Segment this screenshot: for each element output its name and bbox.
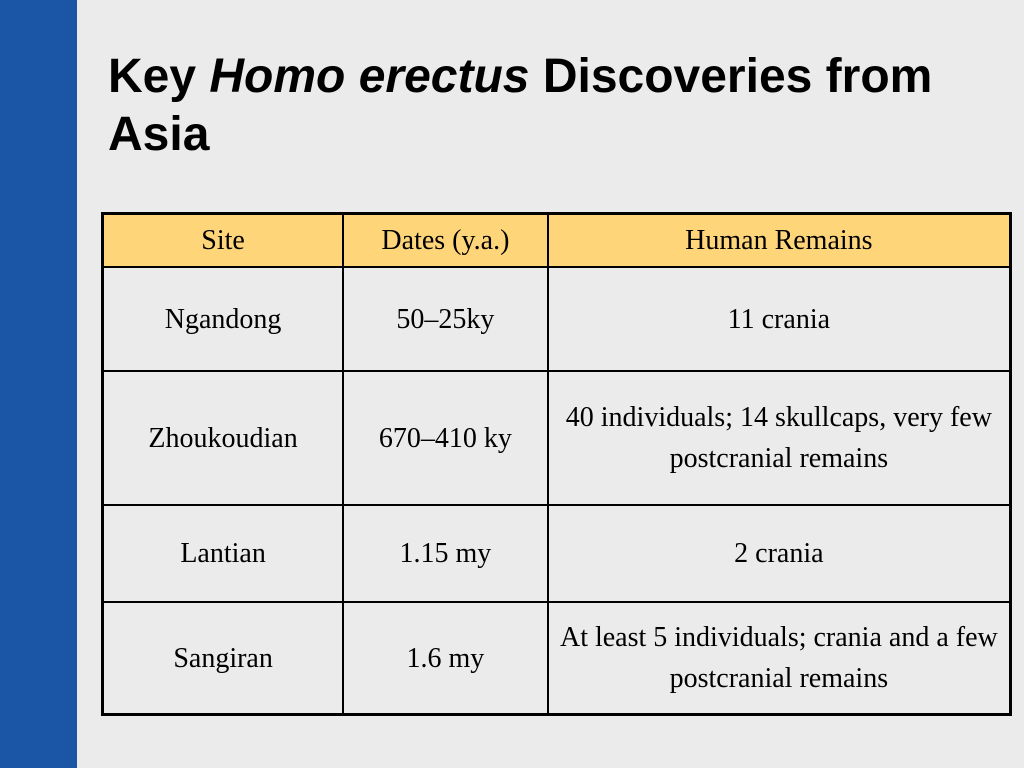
cell-remains: At least 5 individuals; crania and a few postcranial remains	[548, 602, 1011, 715]
cell-site: Ngandong	[103, 267, 344, 371]
table-row	[103, 267, 1011, 371]
slide-title	[108, 48, 988, 164]
cell-dates: 1.15 my	[343, 505, 548, 602]
header-dates: Dates (y.a.)	[343, 214, 548, 268]
table-row	[103, 505, 1011, 602]
discoveries-table	[101, 212, 1012, 716]
cell-remains: 2 crania	[548, 505, 1011, 602]
cell-dates: 670–410 ky	[343, 371, 548, 505]
table-header	[103, 214, 1011, 268]
header-site: Site	[103, 214, 344, 268]
table-row	[103, 602, 1011, 715]
table-body	[103, 267, 1011, 715]
cell-dates: 50–25ky	[343, 267, 548, 371]
cell-remains: 40 individuals; 14 skullcaps, very few postcranial remains	[548, 371, 1011, 505]
cell-remains: 11 crania	[548, 267, 1011, 371]
title-italic-species: Homo erectus	[209, 50, 530, 103]
side-accent-bar	[0, 0, 77, 768]
cell-site: Zhoukoudian	[103, 371, 344, 505]
header-human-remains: Human Remains	[548, 214, 1011, 268]
cell-site: Lantian	[103, 505, 344, 602]
title-suffix: Discoveries from Asia	[108, 50, 933, 161]
cell-site: Sangiran	[103, 602, 344, 715]
table-row	[103, 371, 1011, 505]
cell-dates: 1.6 my	[343, 602, 548, 715]
title-prefix: Key	[108, 50, 210, 103]
header-row	[103, 214, 1011, 268]
